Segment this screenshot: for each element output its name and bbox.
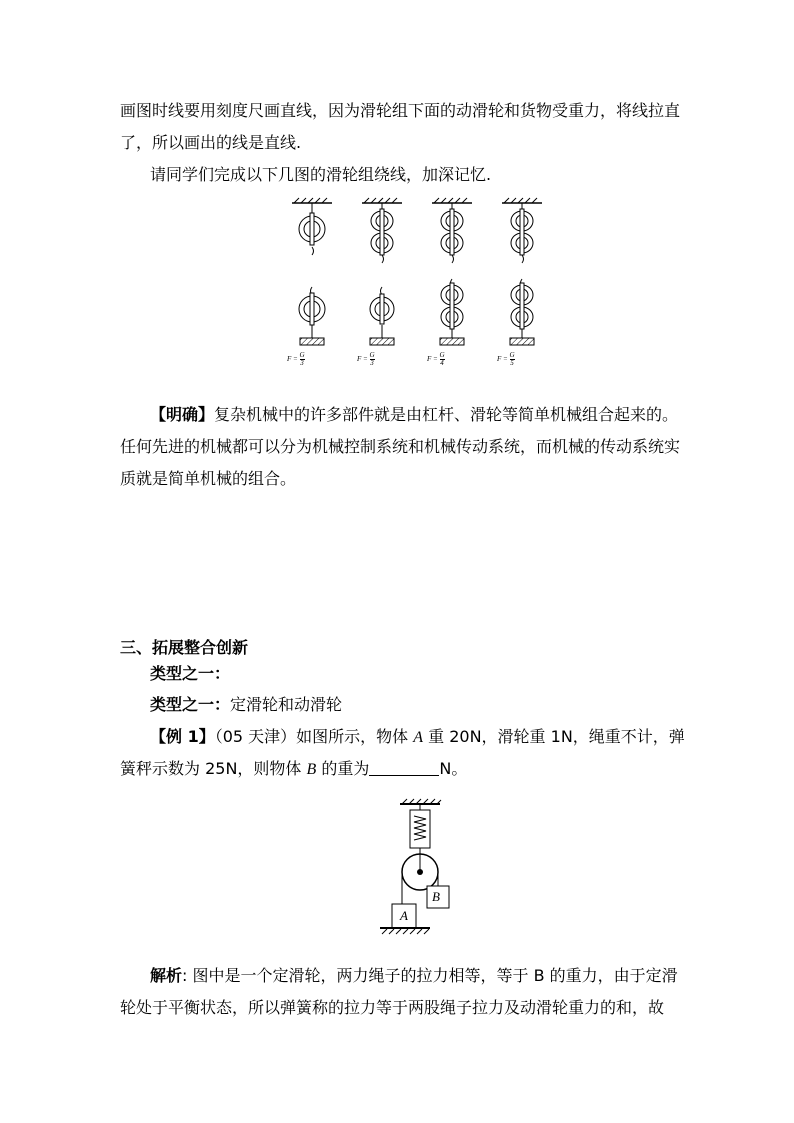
- pulley-system-4: [502, 198, 542, 345]
- pulley-label-3: F = $\frac{G}{4}$: [427, 351, 445, 367]
- spring-pulley-figure: [380, 796, 450, 941]
- example-line: 【例 1】（05 天津）如图所示，物体 A 重 20N，滑轮重 1N，绳重不计，弹: [150, 727, 685, 746]
- block-b-label: B: [432, 889, 440, 904]
- mingque-line: 【明确】复杂机械中的许多部件就是由杠杆、滑轮等简单机械组合起来的。: [150, 405, 679, 424]
- paragraph-line: 画图时线要用刻度尺画直线，因为滑轮组下面的动滑轮和货物受重力，将线拉直: [120, 101, 681, 120]
- paragraph-line: 了，所以画出的线是直线.: [120, 133, 302, 152]
- type-heading: 类型之一：: [150, 664, 231, 683]
- pulley-system-2: [362, 198, 402, 345]
- pulley-systems-figure: [280, 195, 560, 370]
- analysis-tag: 解析: [150, 966, 183, 985]
- pulley-system-1: [292, 198, 332, 345]
- type-heading-full: 类型之一：定滑轮和动滑轮: [150, 695, 343, 714]
- example-tag: 【例 1】: [150, 727, 215, 746]
- block-a-label: A: [400, 908, 408, 923]
- mingque-line: 质就是简单机械的组合。: [120, 469, 297, 488]
- answer-blank[interactable]: [369, 759, 439, 776]
- example-line: 簧秤示数为 25N，则物体 B 的重为 N。: [120, 759, 468, 778]
- section-title: 三、拓展整合创新: [120, 638, 249, 657]
- mingque-line: 任何先进的机械都可以分为机械控制系统和机械传动系统，而机械的传动系统实: [120, 437, 681, 456]
- pulley-label-1: F = $\frac{G}{3}$: [287, 351, 305, 367]
- pulley-system-3: [432, 198, 472, 345]
- analysis-line: 轮处于平衡状态，所以弹簧称的拉力等于两股绳子拉力及动滑轮重力的和，故: [120, 998, 665, 1017]
- analysis-line: 解析: 图中是一个定滑轮，两力绳子的拉力相等，等于 B 的重力，由于定滑: [150, 966, 678, 985]
- pulley-label-4: F = $\frac{G}{5}$: [497, 351, 515, 367]
- mingque-tag: 【明确】: [150, 405, 215, 424]
- pulley-label-2: F = $\frac{G}{3}$: [357, 351, 375, 367]
- paragraph-line: 请同学们完成以下几图的滑轮组绕线，加深记忆.: [150, 165, 492, 184]
